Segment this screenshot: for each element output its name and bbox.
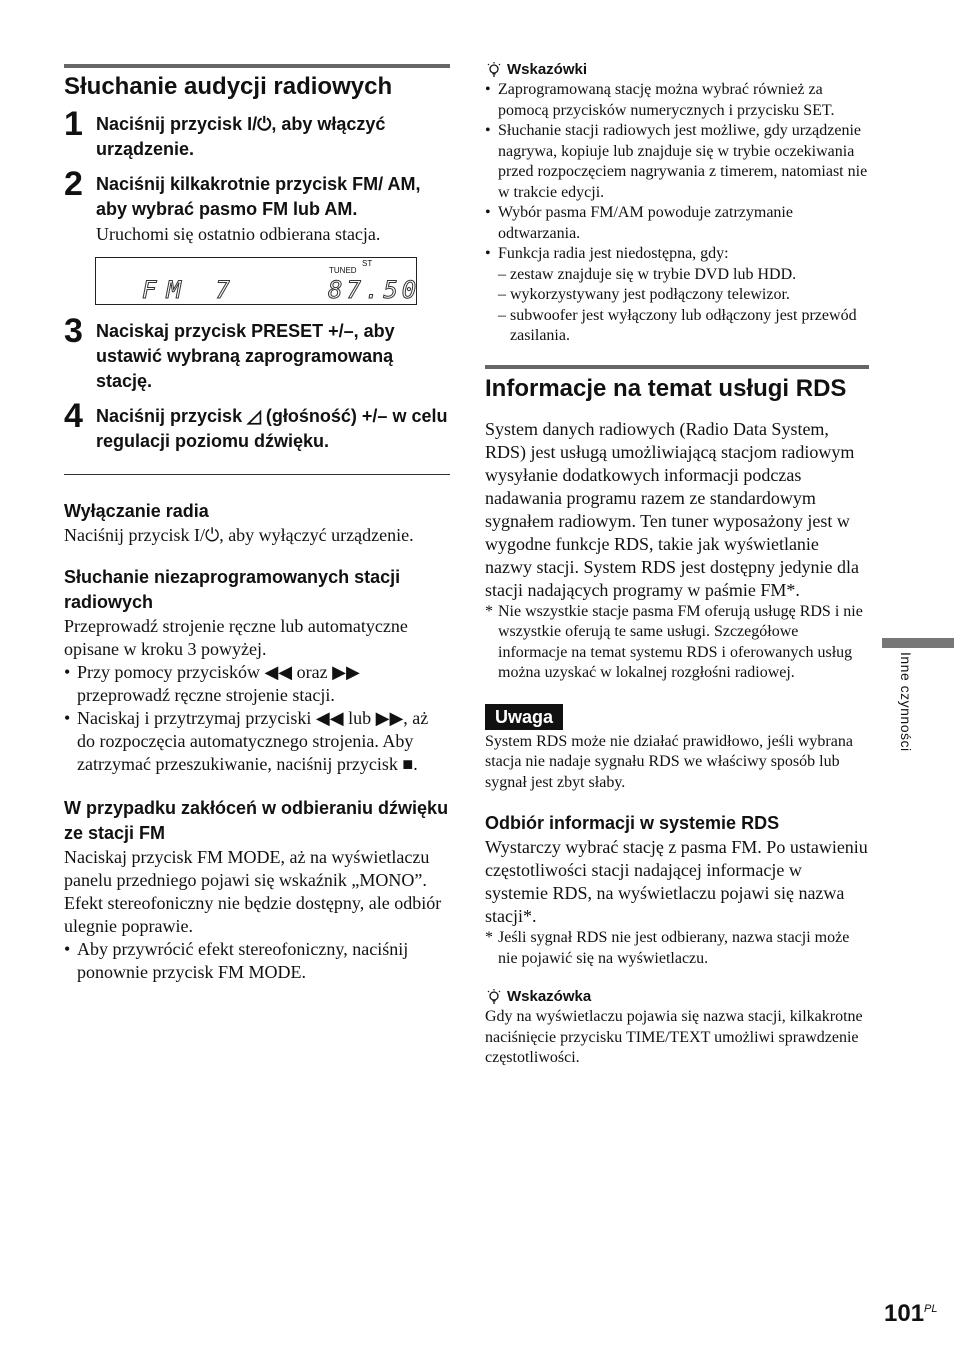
subsection-title: Odbiór informacji w systemie RDS [485,813,780,833]
step-note: Uruchomi się ostatnio odbierana stacja. [96,224,381,244]
list-item: • Zaprogramowaną stację można wybrać również za pomocą przycisków numerycznych i przycisku SET. [485,80,869,121]
step-text: Naciśnij przycisk ◿ (głośność) +/– w celu regulacji poziomu dźwięku. [96,406,448,451]
footnote: * Jeśli sygnał RDS nie jest odbierany, nazwa stacji może nie pojawić się na wyświetlaczu. [485,929,850,967]
list-item: – zestaw znajduje się w trybie DVD lub HDD. [485,265,869,286]
side-tab-bar [882,638,954,648]
stereo-indicator: ST [362,259,373,268]
paragraph: Naciśnij przycisk I/⏻, aby wyłączyć urządzenie. [64,525,414,545]
step-1 [64,105,450,162]
tuned-indicator: TUNED [329,266,357,275]
subsection-title: Wyłączanie radia [64,501,209,521]
footnote-text: Nie wszystkie stacje pasma FM oferują usługę RDS i nie wszystkie oferują te same usługi. Szczegółowe informacje na temat systemu RDS i oferowanych usług można uzyskać w lokalnej rozgłośni radiowej. [498,602,863,681]
paragraph: System danych radiowych (Radio Data System, RDS) jest usługą umożliwiającą stacjom radiowym wysyłanie dodatkowych informacji podczas nadawania programu razem ze standardowym sygnałem radiowym. Ten tuner wyposażony jest w wygodne funkcje RDS, takie jak wyświetlanie nazwy stacji. System RDS jest dostępny jedynie dla stacji nadających programy w paśmie FM*. [485,418,859,600]
list-item: – wykorzystywany jest podłączony telewizor. [485,285,869,306]
paragraph: Naciskaj przycisk FM MODE, aż na wyświetlaczu panelu przedniego pojawi się wskaźnik „MONO”. Efekt stereofoniczny nie będzie dostępny, ale odbiór ulegnie poprawie. [64,847,442,936]
tip-text: Gdy na wyświetlaczu pojawia się nazwa stacji, kilkakrotne naciśnięcie przycisku TIME/TEXT umożliwi sprawdzenie częstotliwości. [485,1008,863,1066]
section-rule [485,365,869,369]
list-item: • Funkcja radia jest niedostępna, gdy: [485,244,869,265]
frequency-readout: 87.50 [328,276,421,304]
step-text: Naciskaj przycisk PRESET +/–, aby ustawić wybraną zaprogramowaną stację. [96,321,395,391]
dash-list [485,265,869,347]
lightbulb-icon [485,988,503,1006]
note-text: System RDS może nie działać prawidłowo, jeśli wybrana stacja nie nadaje sygnału RDS we właściwy sposób lub sygnał jest zbyt słaby. [485,732,853,791]
page-number [884,1300,938,1328]
bullet-list [64,938,450,984]
list-item: • Przy pomocy przycisków ◀◀ oraz ▶▶ przeprowadź ręczne strojenie stacji. [64,661,450,707]
step-number: 3 [64,312,83,350]
step-4 [64,397,450,454]
right-column [485,60,869,1069]
list-item: • Aby przywrócić efekt stereofoniczny, naciśnij ponownie przycisk FM MODE. [64,938,450,984]
list-item: • Wybór pasma FM/AM powoduje zatrzymanie odtwarzania. [485,203,869,244]
paragraph: Wystarczy wybrać stację z pasma FM. Po ustawieniu częstotliwości stacji nadającej informacje w systemie RDS, na wyświetlaczu pojawi się nazwa stacji*. [485,837,868,926]
section-title: Informacje na temat usługi RDS [485,374,847,402]
left-column [64,64,450,984]
divider [64,474,450,475]
paragraph: Przeprowadź strojenie ręczne lub automatyczne opisane w kroku 3 powyżej. [64,616,408,659]
subsection-title: W przypadku zakłóceń w odbieraniu dźwięku ze stacji FM [64,798,449,843]
step-number: 2 [64,165,83,203]
lightbulb-icon [485,61,503,79]
list-item: • Słuchanie stacji radiowych jest możliwe, gdy urządzenie nagrywa, kopiuje lub znajduje się w trybie oczekiwania przed rozpoczęciem nagrywania z timerem, natomiast nie w trakcie edycji. [485,121,869,203]
step-2 [64,165,450,247]
band-preset-readout: FM 7 [142,276,240,304]
subsection-title: Słuchanie niezaprogramowanych stacji radiowych [64,567,401,612]
bullet-list [64,661,450,776]
note-badge: Uwaga [485,704,563,730]
section-title: Słuchanie audycji radiowych [64,73,393,100]
list-item: • Naciskaj i przytrzymaj przyciski ◀◀ lub ▶▶, aż do rozpoczęcia automatycznego strojenia. Aby zatrzymać przeszukiwanie, naciśnij przycisk ■. [64,707,450,776]
side-chapter-label: Inne czynności [898,652,914,752]
step-number: 4 [64,397,83,435]
front-panel-display [95,257,421,305]
footnote-text: Jeśli sygnał RDS nie jest odbierany, nazwa stacji może nie pojawić się na wyświetlaczu. [498,929,850,967]
step-text: Naciśnij kilkakrotnie przycisk FM/ AM, aby wybrać pasmo FM lub AM. [96,174,421,219]
step-number: 1 [64,105,83,143]
tips-title: Wskazówki [507,61,588,78]
page-language: PL [924,1303,938,1315]
list-item: – subwoofer jest wyłączony lub odłączony jest przewód zasilania. [485,306,869,347]
section-rule [64,64,450,68]
tips-list [485,80,869,265]
tip-title: Wskazówka [507,988,592,1005]
footnote: * Nie wszystkie stacje pasma FM oferują usługę RDS i nie wszystkie oferują te same usługi. Szczegółowe informacje na temat systemu RDS i oferowanych usług można uzyskać w lokalnej rozgłośni radiowej. [485,602,863,681]
note-block [485,704,869,730]
tip-heading [485,987,869,1007]
tips-heading [485,60,869,80]
page-number-value: 101 [884,1300,925,1327]
step-3 [64,312,450,394]
step-text: Naciśnij przycisk I/⏻, aby włączyć urządzenie. [96,114,386,159]
